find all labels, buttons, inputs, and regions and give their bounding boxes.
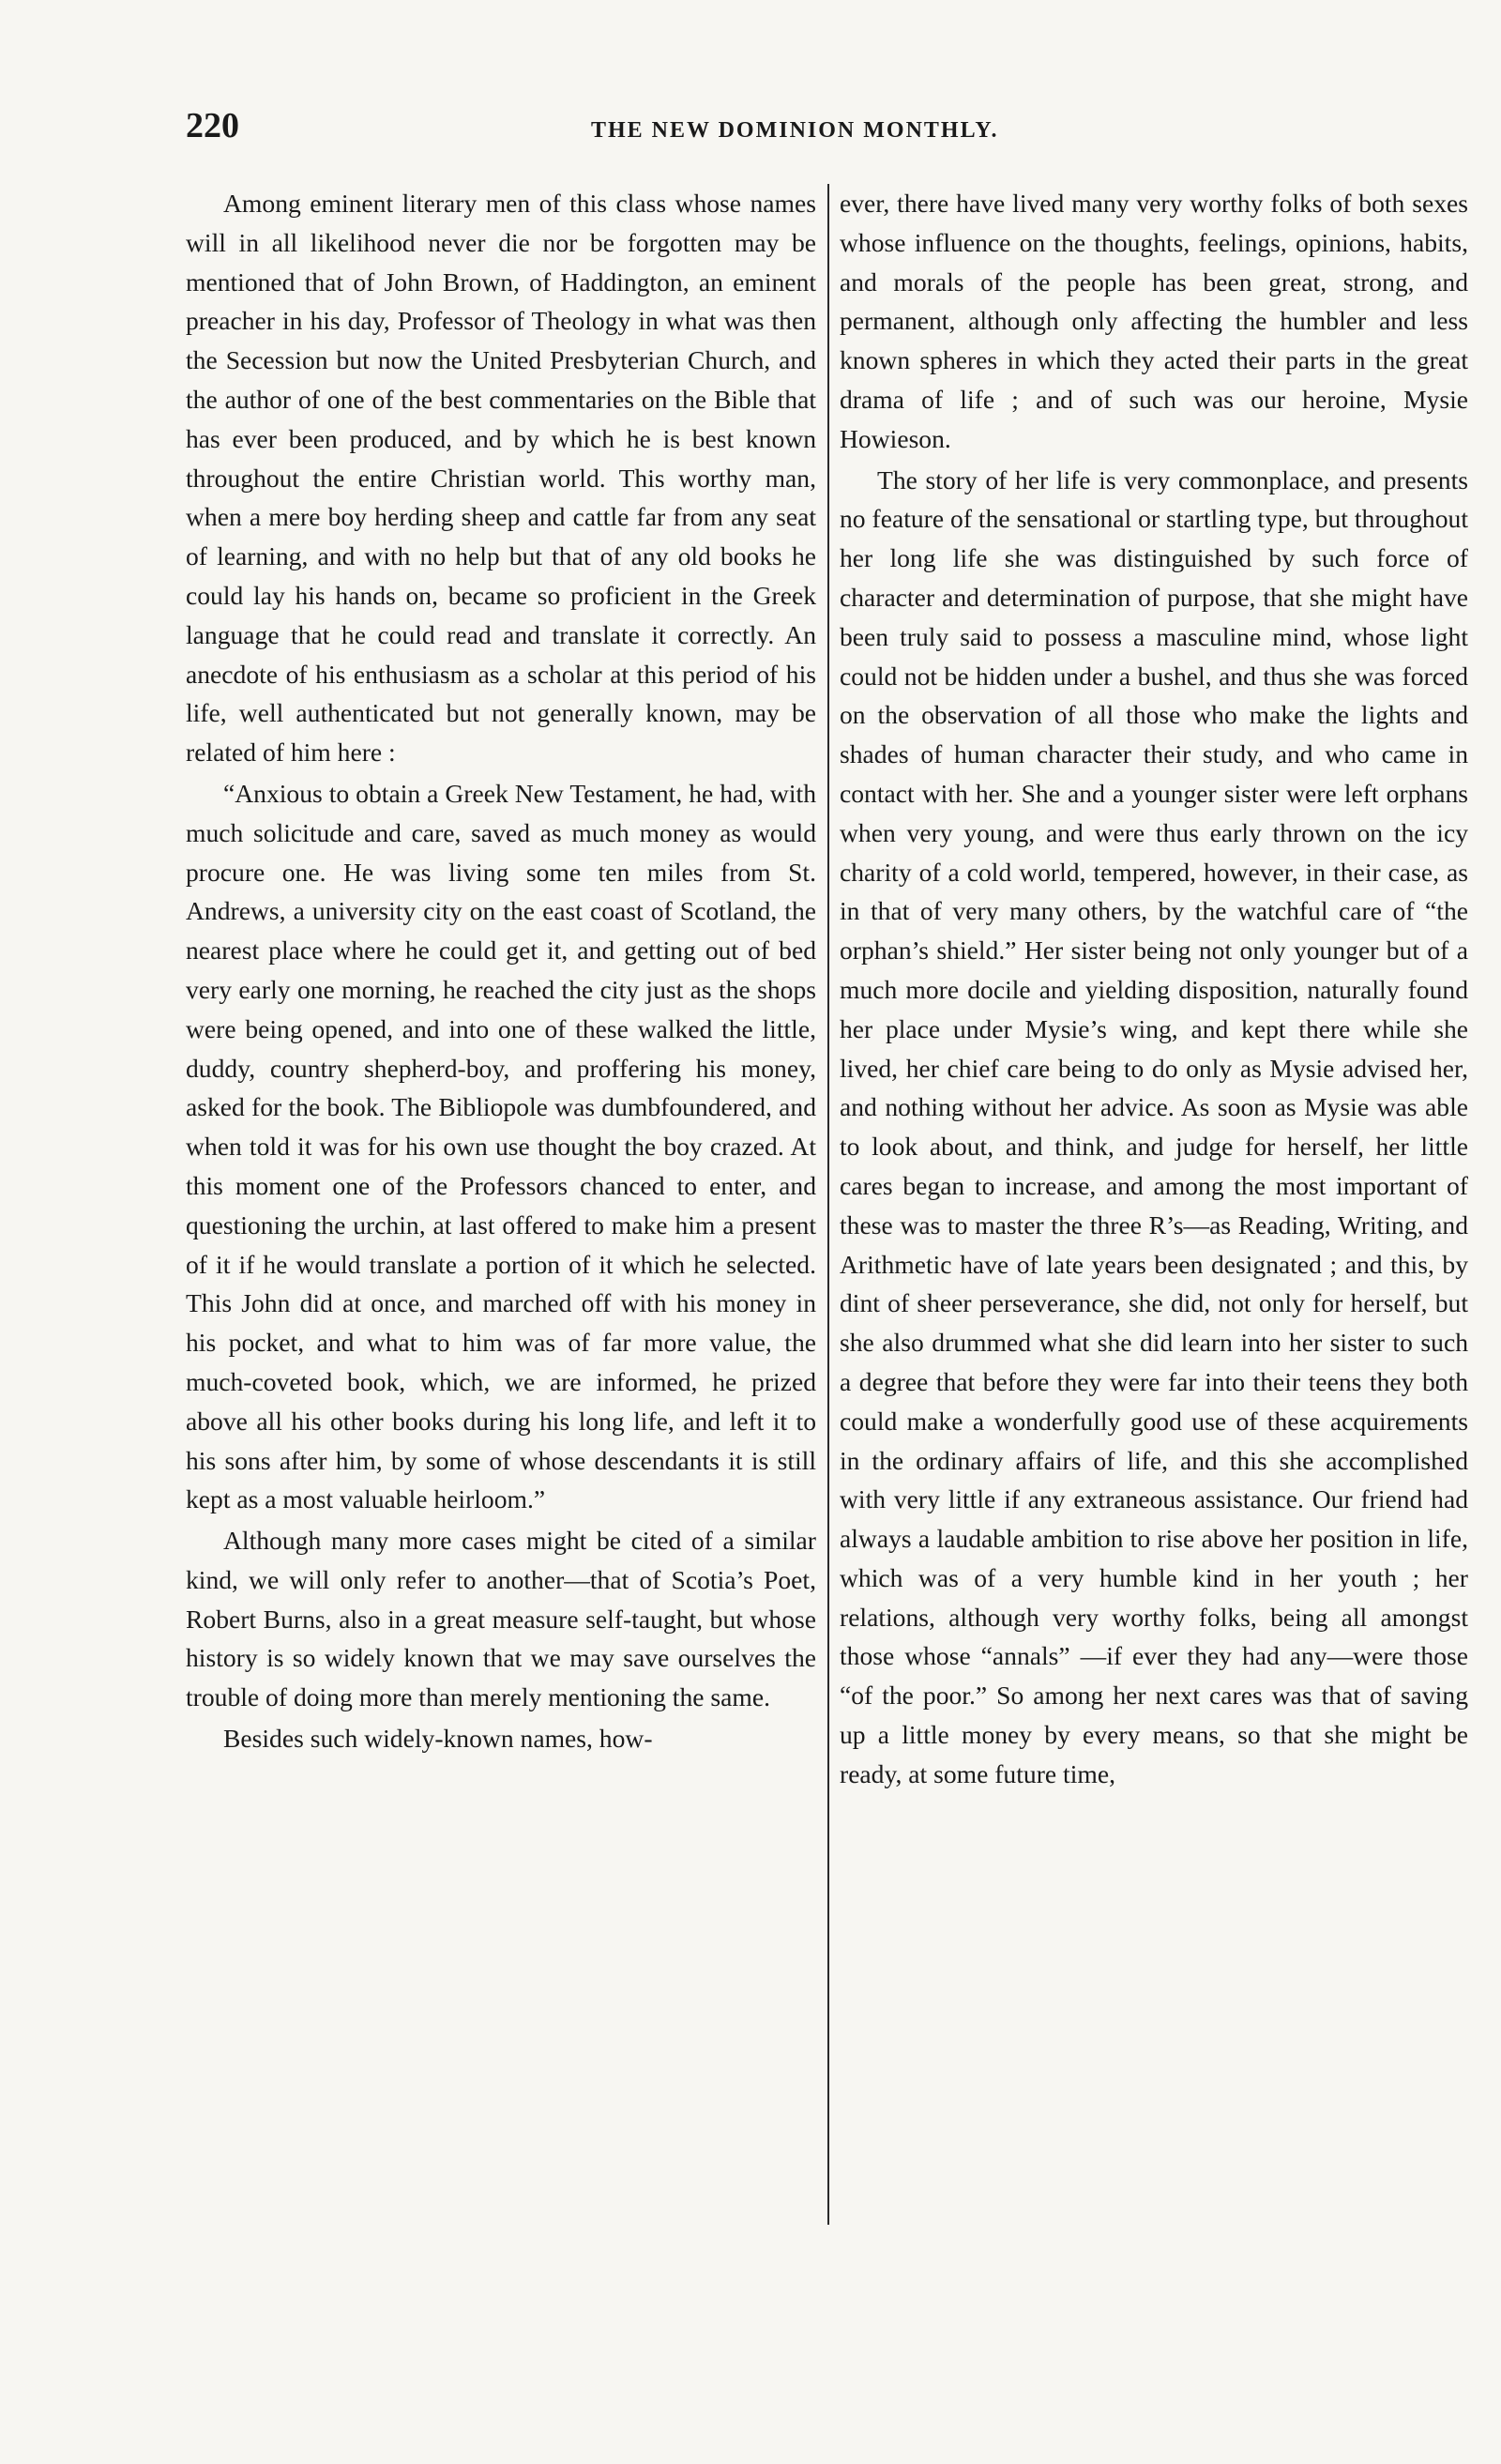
running-title: THE NEW DOMINION MONTHLY. — [591, 118, 999, 143]
paragraph-widely-known-names: Besides such widely-known names, how- — [223, 1724, 653, 1754]
paragraph-continuation: ever, there have lived many very worthy folks of both sexes whose influence on the thoughts, feelings, opinions, habits, and morals of the people has been great, strong, and permanent, although only affecting the humbler and less known spheres in which they acted their parts in the great drama of life ; and of such was our heroine, Mysie Howieson. — [840, 189, 1468, 453]
column-divider — [827, 184, 829, 2225]
paragraph-mysie-story: The story of her life is very commonplace, and presents no feature of the sensational or startling type, but throughout her long life she was distinguished by such force of character and determination of purpose, that she might have been truly said to possess a masculine mind, whose light could not be hidden under a bushel, and thus she was forced on the observation of all those who make the lights and shades of human character their study, and who came in contact with her. She and a younger sister were left orphans when very young, and were thus early thrown on the icy charity of a cold world, tempered, however, in their case, as in that of very many others, by the watchful care of “the orphan’s shield.” Her sister being not only younger but of a much more docile and yielding disposition, naturally found her place under Mysie’s wing, and kept there while she lived, her chief care being to do only as Mysie advised her, and nothing without her advice. As soon as Mysie was able to look about, and think, and judge for herself, her little cares began to increase, and among the most important of these was to master the three R’s—as Reading, Writing, and Arithmetic have of late years been designated ; and this, by dint of sheer perseverance, she did, not only for herself, but she also drummed what she did learn into her sister to such a degree that before they were far into their teens they both could make a wonderfully good use of these acquirements in the ordinary affairs of life, and this she accomplished with very little if any extraneous assistance. Our friend had always a laudable ambition to rise above her position in life, which was of a very humble kind in her youth ; her relations, although very worthy folks, being all amongst those whose “annals” —if ever they had any—were those “of the poor.” So among her next cares was that of saving up a little money by every means, so that she might be ready, at some future time, — [840, 464, 1468, 1788]
paragraph-robert-burns: Although many more cases might be cited of a similar kind, we will only refer to another—that of Scotia’s Poet, Robert Burns, also in a great measure self-taught, but whose history is so widely known that we may save ourselves the trouble of doing more than merely mentioning the same. — [186, 1526, 816, 1712]
page-header — [186, 105, 1471, 152]
right-column — [840, 184, 1468, 1794]
left-column — [186, 184, 816, 1758]
paragraph-john-brown: Among eminent literary men of this class whose names will in all likelihood never die nor be forgotten may be mentioned that of John Brown, of Haddington, an eminent preacher in his day, Professor of Theology in what was then the Secession but now the United Presbyterian Church, and the author of one of the best commentaries on the Bible that has ever been produced, and by which he is best known throughout the entire Christian world. This worthy man, when a mere boy herding sheep and cattle far from any seat of learning, and with no help but that of any old books he could lay his hands on, became so proficient in the Greek language that he could read and translate it correctly. An anecdote of his enthusiasm as a scholar at this period of his life, well authenticated but not generally known, may be related of him here : — [186, 189, 816, 768]
paragraph-anecdote-quote: “Anxious to obtain a Greek New Testament, he had, with much solicitude and care, saved as much money as would procure one. He was living some ten miles from St. Andrews, a university city on the east coast of Scotland, the nearest place where he could get it, and getting out of bed very early one morning, he reached the city just as the shops were being opened, and into one of these walked the little, duddy, country shepherd-boy, and proffering his money, asked for the book. The Bibliopole was dumbfoundered, and when told it was for his own use thought the boy crazed. At this moment one of the Professors chanced to enter, and questioning the urchin, at last offered to make him a present of it if he would translate a portion of it which he selected. This John did at once, and marched off with his money in his pocket, and what to him was of far more value, the much-coveted book, which, we are informed, he prized above all his other books during his long life, and left it to his sons after him, by some of whose descendants it is still kept as a most valuable heirloom.” — [186, 778, 816, 1514]
page-number: 220 — [186, 106, 239, 145]
